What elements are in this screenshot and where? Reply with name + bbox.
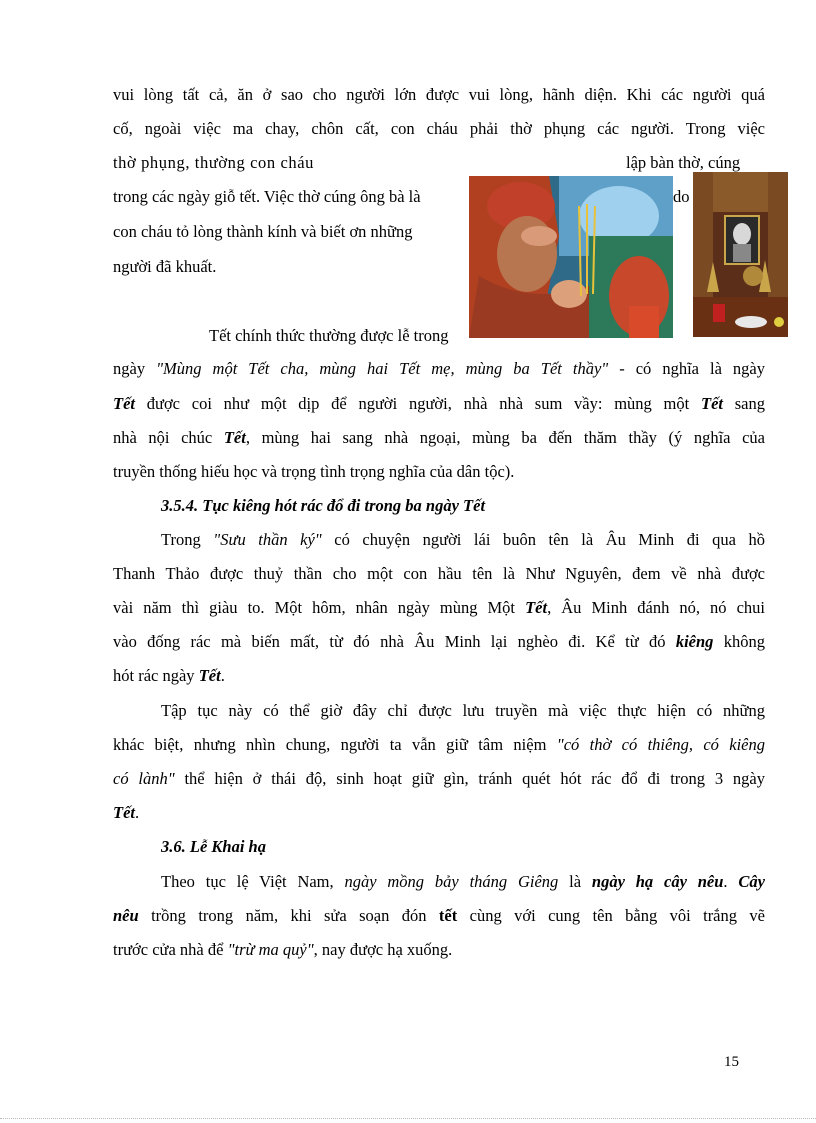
para3-line3: [113, 597, 765, 619]
para5-l3-pre: trước cửa nhà để: [113, 940, 228, 959]
para5-line3: [113, 939, 765, 961]
para4-l4-post: .: [135, 803, 140, 822]
praying-woman-image: [469, 176, 673, 338]
para4-l2-quote: "có thờ có thiêng, có kiêng: [556, 735, 766, 754]
para5-l3-quote: "trừ ma quỷ": [227, 940, 314, 959]
para1-line4b: do: [673, 187, 690, 206]
para5-l1-it: ngày mồng bảy tháng Giêng: [344, 872, 559, 891]
para2-line1: Tết chính thức thường được lễ trong: [209, 326, 449, 345]
para2-line5: truyền thống hiếu học và trọng tình trọng nghĩa của dân tộc).: [113, 462, 515, 481]
para5-l3-post: , nay được hạ xuống.: [313, 940, 453, 959]
para4-l4-tet: Tết: [113, 803, 135, 822]
page-bottom-divider: [0, 1118, 816, 1119]
para5-line1: [161, 871, 765, 893]
para3-l4-pre: vào đống rác mà biến mất, từ đó nhà Âu Minh lại nghèo đi. Kể từ đó: [113, 632, 676, 651]
para5-l1-pre: Theo tục lệ Việt Nam,: [161, 872, 345, 891]
para1-line2: cố, ngoài việc ma chay, chôn cất, con cháu phải thờ phụng các người. Trong việc: [113, 119, 765, 138]
para3-line4: [113, 631, 765, 653]
para2-l2-pre: ngày: [113, 359, 157, 378]
para4-line1: Tập tục này có thể giờ đây chỉ được lưu truyền mà việc thực hiện có những: [161, 701, 765, 720]
para3-l4-post: không: [713, 632, 766, 651]
para2-line4: [113, 427, 765, 449]
para3-l4-kieng: kiêng: [675, 632, 714, 651]
para1-line5: con cháu tỏ lòng thành kính và biết ơn những: [113, 222, 413, 241]
para3-l5-pre: hót rác ngày: [113, 666, 199, 685]
para3-l3-tet: Tết: [525, 598, 548, 617]
para3-l1-quote: "Sưu thần ký": [213, 530, 322, 549]
para2-l4-post: , mùng hai sang nhà ngoại, mùng ba đến thăm thầy (ý nghĩa của: [245, 428, 765, 447]
para1-line3b: lập bàn thờ, cúng: [626, 153, 741, 172]
para5-l1-dot: .: [723, 872, 739, 891]
para1-line3a: thờ phụng, thường con cháu: [113, 153, 315, 172]
para5-l1-bi: ngày hạ cây nêu: [591, 872, 724, 891]
para4-l2-pre: khác biệt, nhưng nhìn chung, người ta vẫn giữ tâm niệm: [113, 735, 557, 754]
photo-praying-woman: [469, 176, 673, 338]
para3-l1-post: có chuyện người lái buôn tên là Âu Minh đi qua hồ: [321, 530, 765, 549]
para3-line1: [161, 529, 765, 551]
para3-l5-tet: Tết: [198, 666, 221, 685]
para3-l1-pre: Trong: [161, 530, 214, 549]
para5-l2-tet: tết: [438, 906, 458, 925]
para4-line2: [113, 734, 765, 756]
para4-l3-quote: có lành": [113, 769, 175, 788]
para2-l3-tet2: Tết: [700, 394, 723, 413]
page-number: 15: [724, 1054, 739, 1070]
para4-l3-post: thể hiện ở thái độ, sinh hoạt giữ gìn, tránh quét hót rác đổ đi trong 3 ngày: [174, 769, 765, 788]
para5-l1-mid: là: [558, 872, 592, 891]
para2-l2-post: - có nghĩa là ngày: [608, 359, 765, 378]
para5-l2-post: cùng với cung tên bằng vôi trắng vẽ: [457, 906, 765, 925]
para1-line4a: trong các ngày giỗ tết. Việc thờ cúng ông bà là: [113, 187, 421, 206]
altar-image: [693, 172, 788, 337]
para2-line3: [113, 393, 765, 415]
para2-l3-end: sang: [722, 394, 765, 413]
para3-line5: [113, 665, 765, 687]
para4-line3: [113, 768, 765, 790]
para5-l2-mid: trồng trong năm, khi sửa soạn đón: [138, 906, 439, 925]
para2-l2-quote: "Mùng một Tết cha, mùng hai Tết mẹ, mùng ba Tết thầy": [156, 359, 609, 378]
para5-l2-neu: nêu: [113, 906, 139, 925]
para1-line3: [113, 152, 765, 174]
para1-line6: người đã khuất.: [113, 257, 217, 276]
para3-l3-pre: vài năm thì giàu to. Một hôm, nhân ngày mùng Một: [113, 598, 526, 617]
para5-line2: [113, 905, 765, 927]
para2-l3-tet: Tết: [113, 394, 135, 413]
para5-l1-cay: Cây: [738, 872, 765, 891]
para2-l4-tet: Tết: [223, 428, 246, 447]
para3-line2: Thanh Thảo được thuỷ thần cho một con hầu tên là Như Nguyên, đem về nhà được: [113, 564, 765, 583]
para3-l3-post: , Âu Minh đánh nó, nó chui: [547, 598, 765, 617]
para2-l3-mid: được coi như một dịp để người người, nhà nhà sum vầy: mùng một: [135, 394, 701, 413]
para2-l4-pre: nhà nội chúc: [113, 428, 224, 447]
photo-ancestral-altar: [693, 172, 788, 337]
para4-line4: [113, 802, 765, 824]
para3-l5-post: .: [220, 666, 225, 685]
para2-line2: [113, 358, 765, 380]
heading-3-6: 3.6. Lễ Khai hạ: [161, 837, 266, 856]
heading-3-5-4: 3.5.4. Tục kiêng hót rác đổ đi trong ba ngày Tết: [161, 496, 486, 515]
para1-line1: vui lòng tất cả, ăn ở sao cho người lớn được vui lòng, hãnh diện. Khi các người quá: [113, 85, 765, 104]
